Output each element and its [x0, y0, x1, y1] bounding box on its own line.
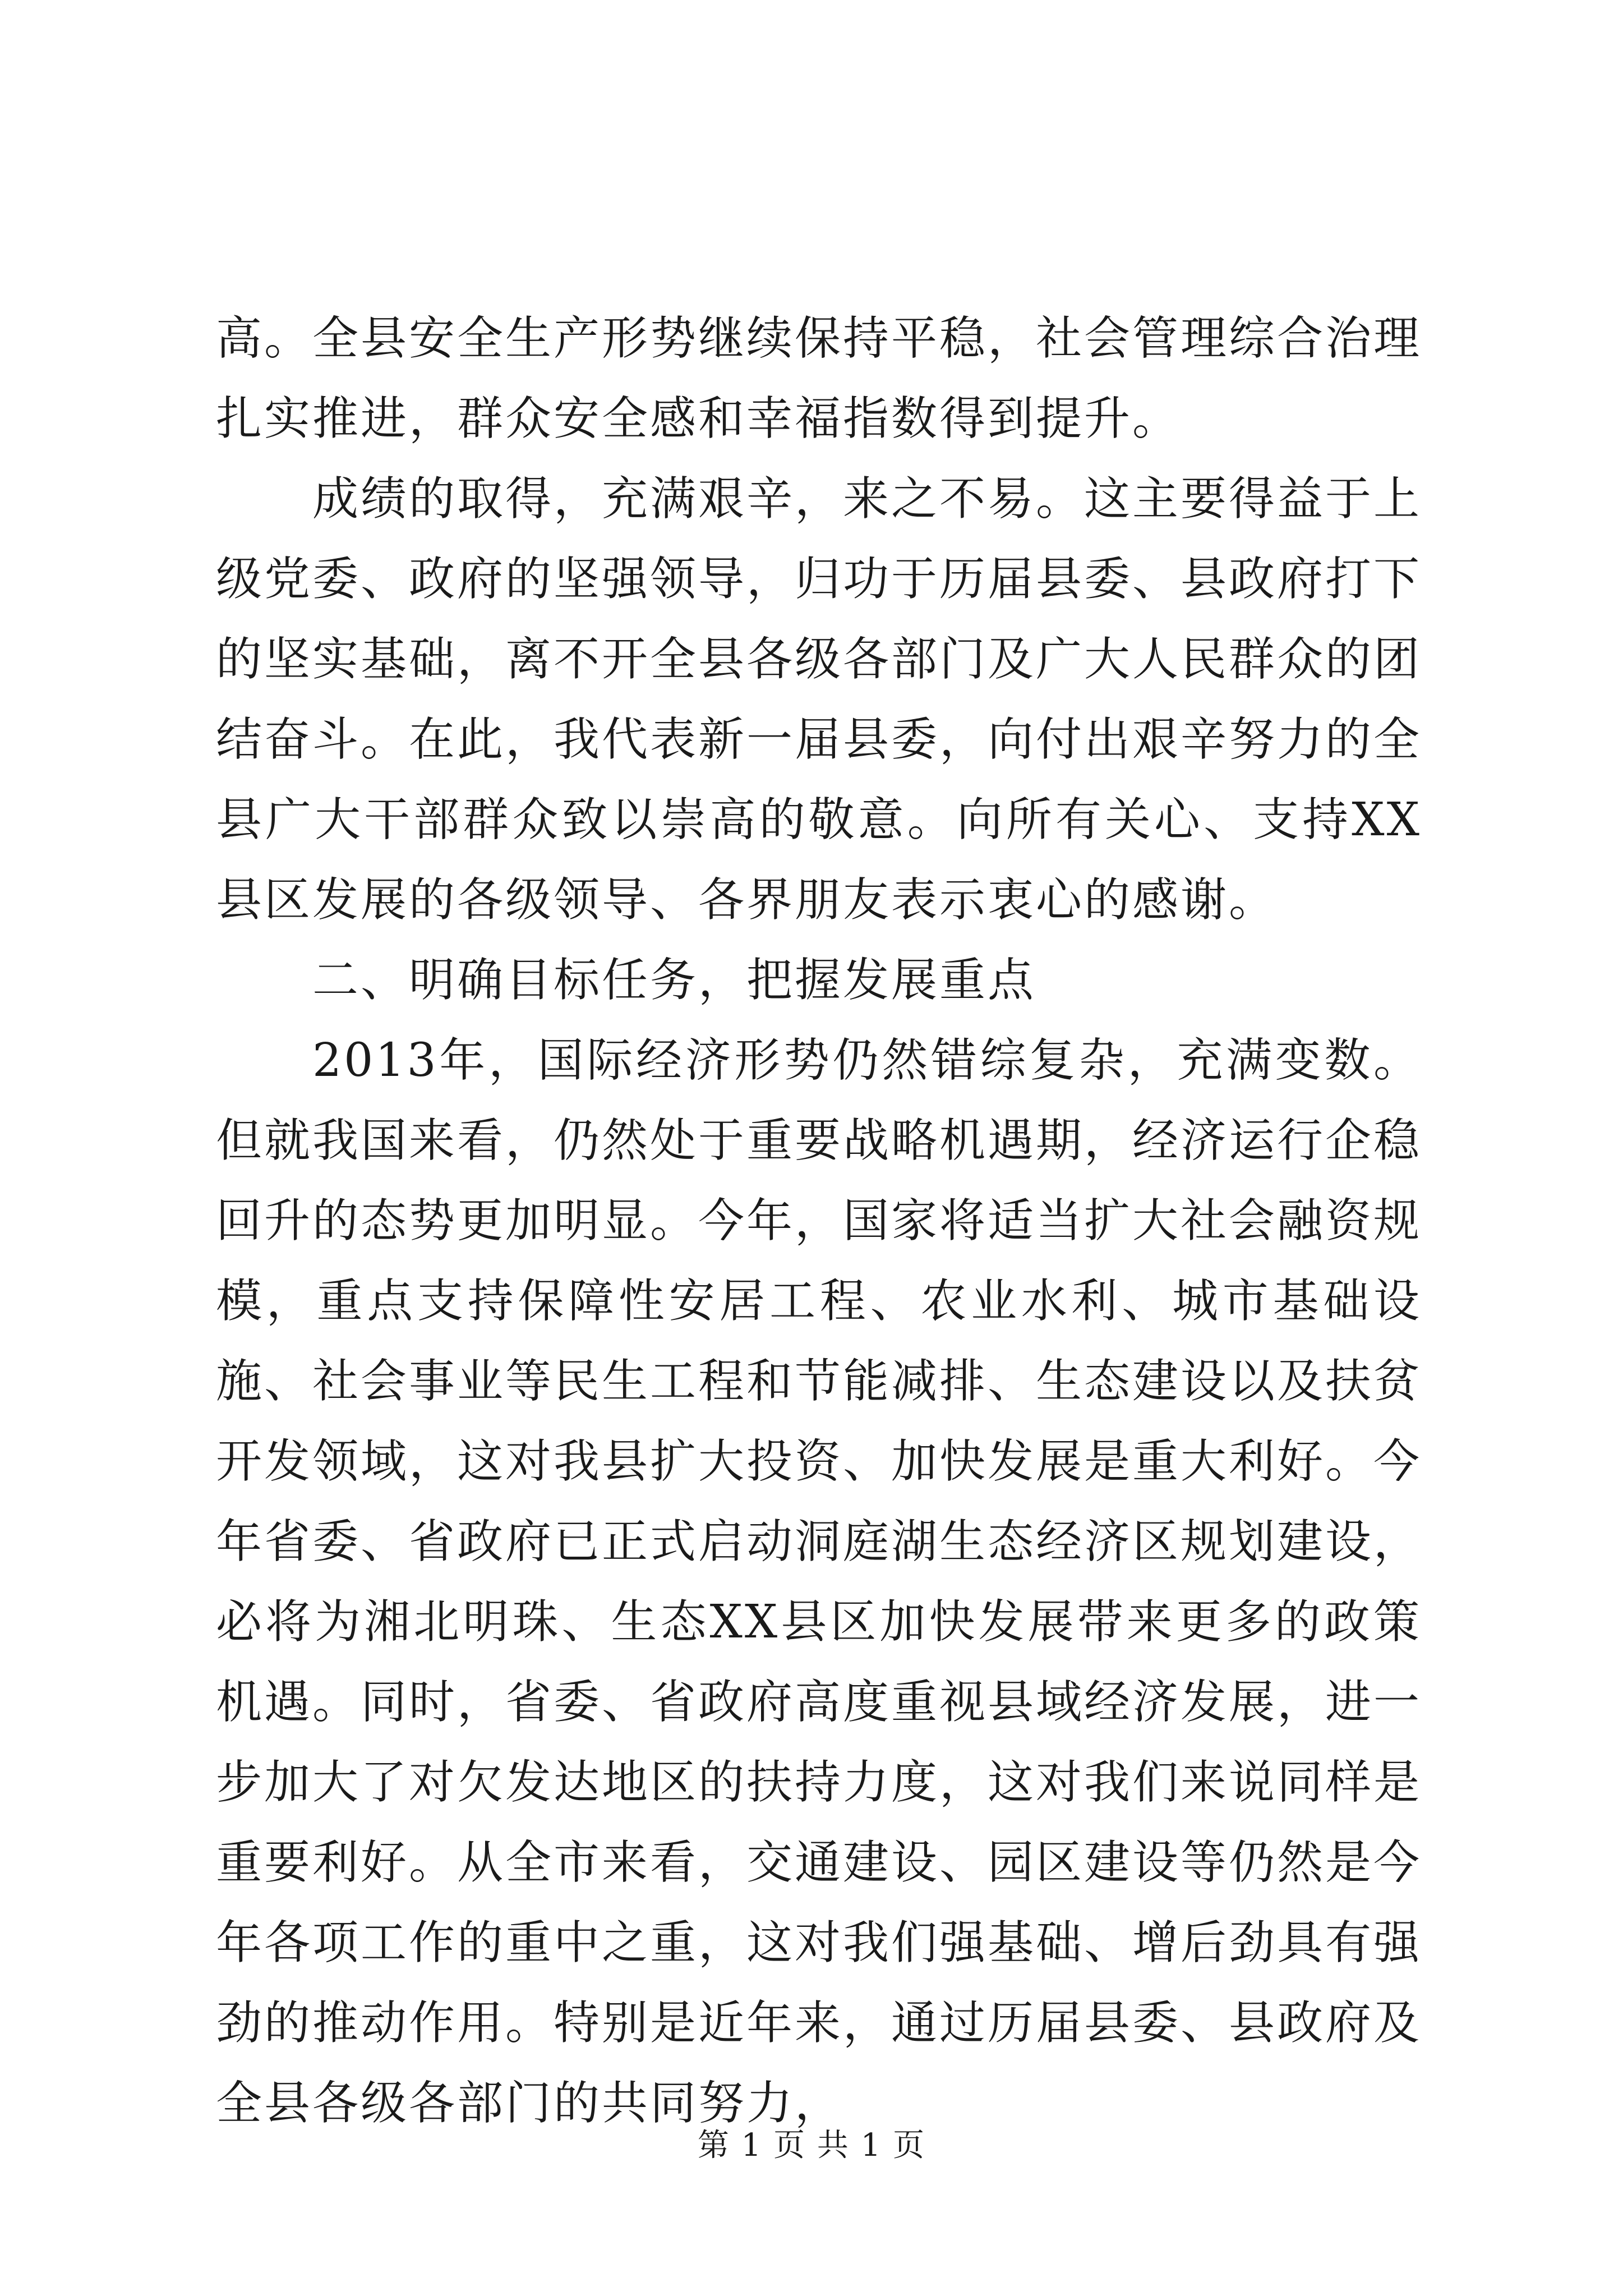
section-heading: 二、明确目标任务，把握发展重点 — [312, 954, 1036, 1007]
paragraph-continuation: 高。全县安全生产形势继续保持平稳，社会管理综合治理扎实推进，群众安全感和幸福指数得到提升。 — [216, 312, 1422, 445]
page-footer: 第 1 页 共 1 页 — [697, 2127, 926, 2164]
document-body — [216, 298, 1422, 2143]
paragraph-economic-situation: 2013年，国际经济形势仍然错综复杂，充满变数。但就我国来看，仍然处于重要战略机遇期，经济运行企稳回升的态势更加明显。今年，国家将适当扩大社会融资规模，重点支持保障性安居工程、农业水利、城市基础设施、社会事业等民生工程和节能减排、生态建设以及扶贫开发领域，这对我县扩大投资、加快发展是重大利好。今年省委、省政府已正式启动洞庭湖生态经济区规划建设，必将为湘北明珠、生态XX县区加快发展带来更多的政策机遇。同时，省委、省政府高度重视县域经济发展，进一步加大了对欠发达地区的扶持力度，这对我们来说同样是重要利好。从全市来看，交通建设、园区建设等仍然是今年各项工作的重中之重，这对我们强基础、增后劲具有强劲的推动作用。特别是近年来，通过历届县委、县政府及全县各级各部门的共同努力， — [216, 1034, 1422, 2130]
paragraph-achievements: 成绩的取得，充满艰辛，来之不易。这主要得益于上级党委、政府的坚强领导，归功于历届县委、县政府打下的坚实基础，离不开全县各级各部门及广大人民群众的团结奋斗。在此，我代表新一届县委，向付出艰辛努力的全县广大干部群众致以崇高的敬意。向所有关心、支持XX县区发展的各级领导、各界朋友表示衷心的感谢。 — [216, 472, 1422, 927]
